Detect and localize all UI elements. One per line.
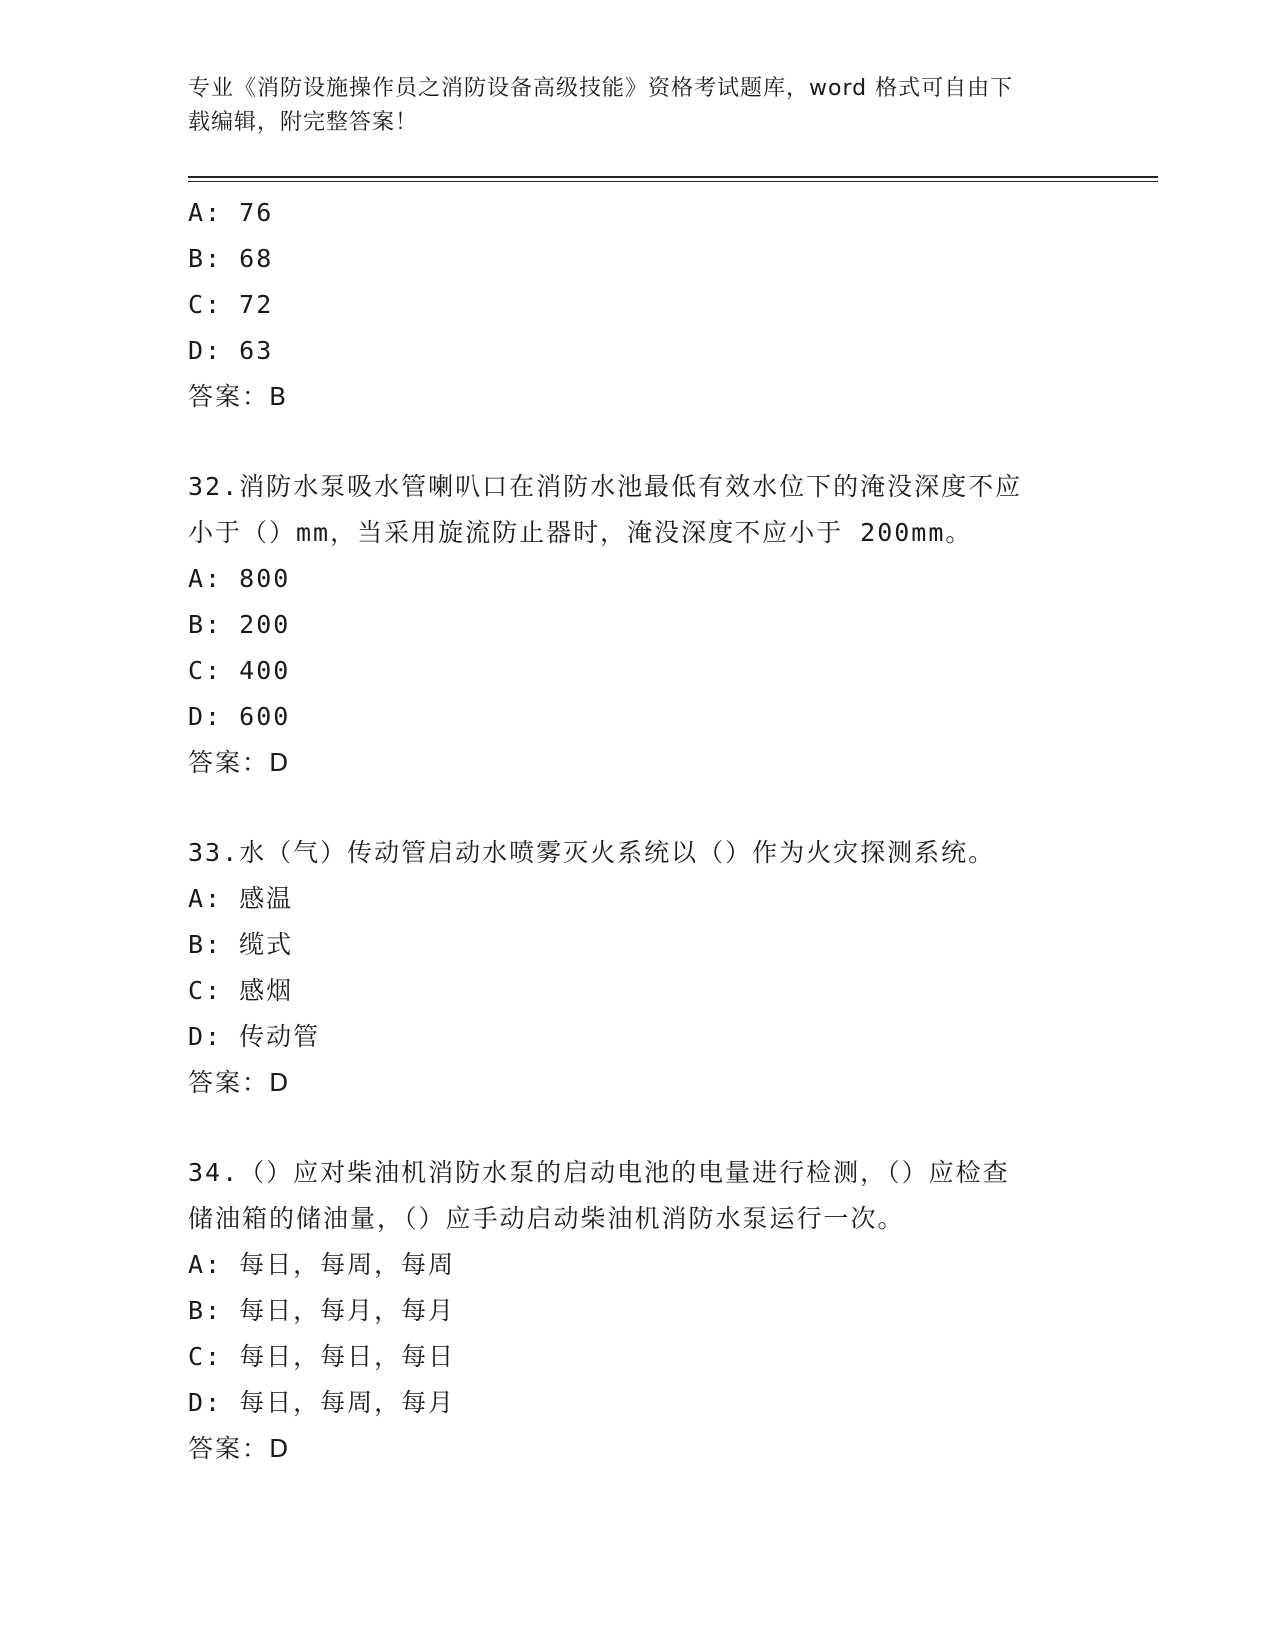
question-block-31 — [188, 190, 1088, 420]
header-line-1: 专业《消防设施操作员之消防设备高级技能》资格考试题库，word 格式可自由下 — [188, 76, 1014, 101]
option-b: B: 缆式 — [188, 930, 294, 959]
header-divider-top — [188, 176, 1158, 178]
question-block-34 — [188, 1150, 1088, 1472]
header-divider-bottom — [188, 181, 1158, 182]
question-text-line-1: 32.消防水泵吸水管喇叭口在消防水池最低有效水位下的淹没深度不应 — [188, 472, 1023, 501]
option-c: C: 每日，每日，每日 — [188, 1342, 456, 1371]
question-text-line-2: 储油箱的储油量，（）应手动启动柴油机消防水泵运行一次。 — [188, 1204, 905, 1233]
option-d: D: 600 — [188, 702, 291, 731]
answer-label: 答案：D — [188, 1434, 291, 1463]
option-a: A: 每日，每周，每周 — [188, 1250, 456, 1279]
option-a: A: 76 — [188, 198, 274, 227]
question-text-line-1: 33.水（气）传动管启动水喷雾灭火系统以（）作为火灾探测系统。 — [188, 838, 996, 867]
option-b: B: 68 — [188, 244, 274, 273]
option-a: A: 感温 — [188, 884, 294, 913]
answer-label: 答案：D — [188, 1068, 291, 1097]
question-block-33 — [188, 830, 1088, 1106]
question-text-line-2: 小于（）mm，当采用旋流防止器时，淹没深度不应小于 200mm。 — [188, 518, 973, 547]
option-c: C: 72 — [188, 290, 274, 319]
option-d: D: 63 — [188, 336, 274, 365]
option-b: B: 200 — [188, 610, 291, 639]
page-header — [188, 72, 1068, 140]
answer-label: 答案：D — [188, 748, 291, 777]
option-d: D: 每日，每周，每月 — [188, 1388, 456, 1417]
question-text-line-1: 34.（）应对柴油机消防水泵的启动电池的电量进行检测，（）应检查 — [188, 1158, 1010, 1187]
option-c: C: 400 — [188, 656, 291, 685]
answer-label: 答案：B — [188, 382, 289, 411]
header-line-2: 载编辑，附完整答案！ — [188, 110, 419, 135]
question-block-32 — [188, 464, 1088, 786]
option-b: B: 每日，每月，每月 — [188, 1296, 456, 1325]
option-a: A: 800 — [188, 564, 291, 593]
question-list — [188, 190, 1088, 1472]
option-c: C: 感烟 — [188, 976, 294, 1005]
option-d: D: 传动管 — [188, 1022, 321, 1051]
